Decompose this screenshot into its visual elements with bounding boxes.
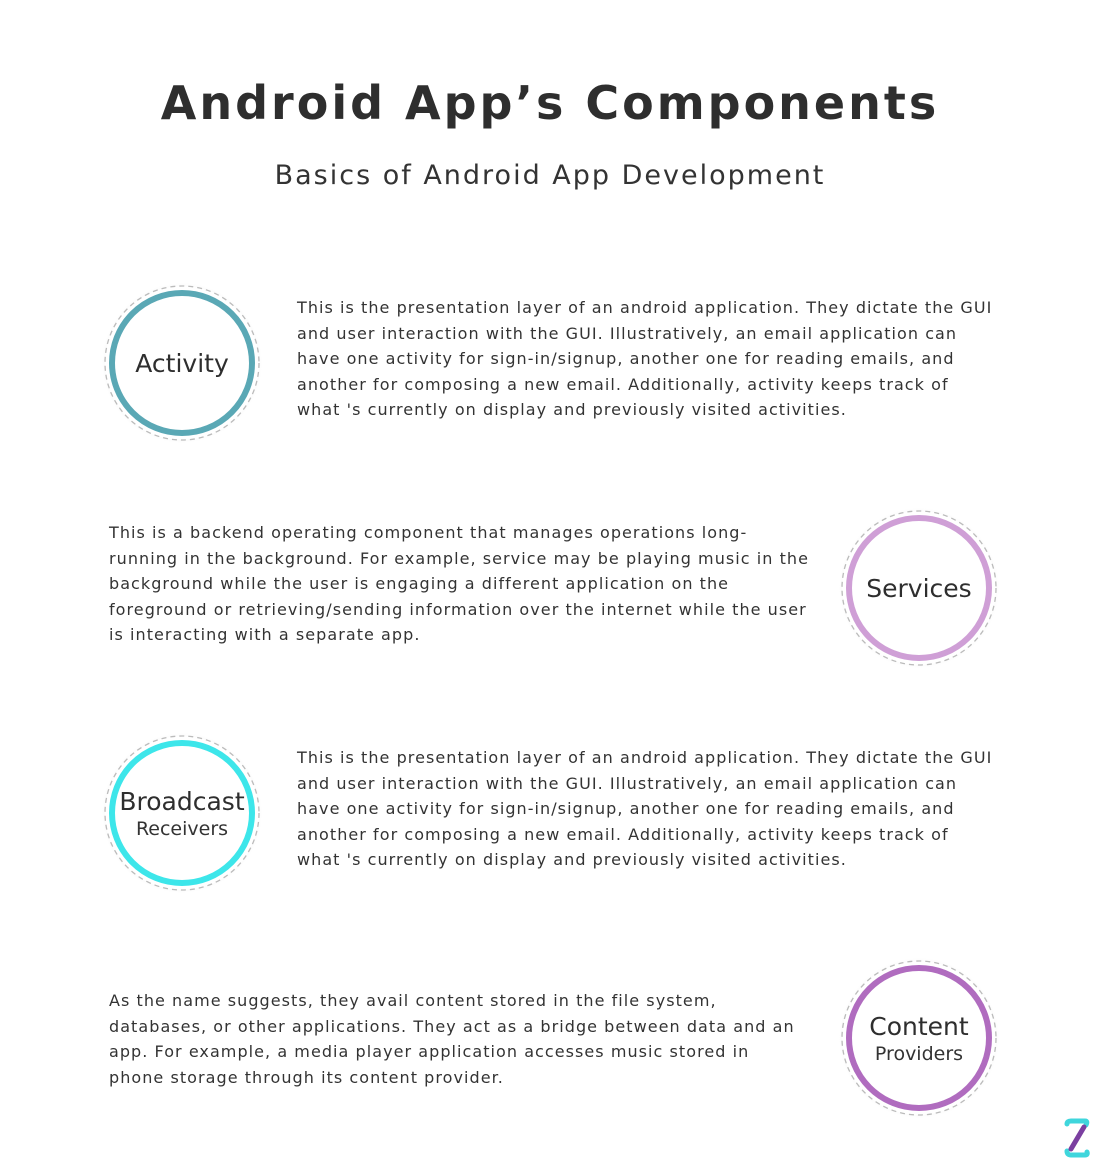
page-title: Android App’s Components — [160, 76, 940, 130]
broadcast-receivers-circle — [102, 733, 262, 893]
z-logo-icon — [1063, 1118, 1091, 1158]
broadcast-receivers-description: This is the presentation layer of an android application. They dictate the GUI and user interaction with the GUI. Illustratively, an email application can have one activity for sign-in/signup, another one for reading emails, and another for composing a new email. Additionally, activity keeps track of what 's currently on display and previously visited activities. — [297, 748, 993, 870]
activity-label: Activity — [135, 348, 229, 378]
content-label: Content — [869, 1011, 969, 1041]
services-description: This is a backend operating component that manages operations long-running in the background. For example, service may be playing music in the background while the user is engaging a different application on the foreground or retrieving/sending information over the internet while the user is interacting with a separate app. — [109, 523, 809, 645]
broadcast-label: Broadcast — [119, 786, 245, 816]
services-label: Services — [866, 573, 972, 603]
content-providers-description: As the name suggests, they avail content stored in the file system, databases, or other applications. They act as a bridge between data and an app. For example, a media player application accesses music stored in phone storage through its content provider. — [109, 991, 795, 1087]
page-subtitle: Basics of Android App Development — [274, 160, 826, 191]
activity-circle — [102, 283, 262, 443]
providers-label: Providers — [874, 1042, 964, 1065]
content-providers-circle — [839, 958, 999, 1118]
services-circle — [839, 508, 999, 668]
receivers-label: Receivers — [135, 817, 229, 840]
activity-description: This is the presentation layer of an android application. They dictate the GUI and user interaction with the GUI. Illustratively, an email application can have one activity for sign-in/signup, another one for reading emails, and another for composing a new email. Additionally, activity keeps track of what 's currently on display and previously visited activities. — [297, 298, 993, 420]
